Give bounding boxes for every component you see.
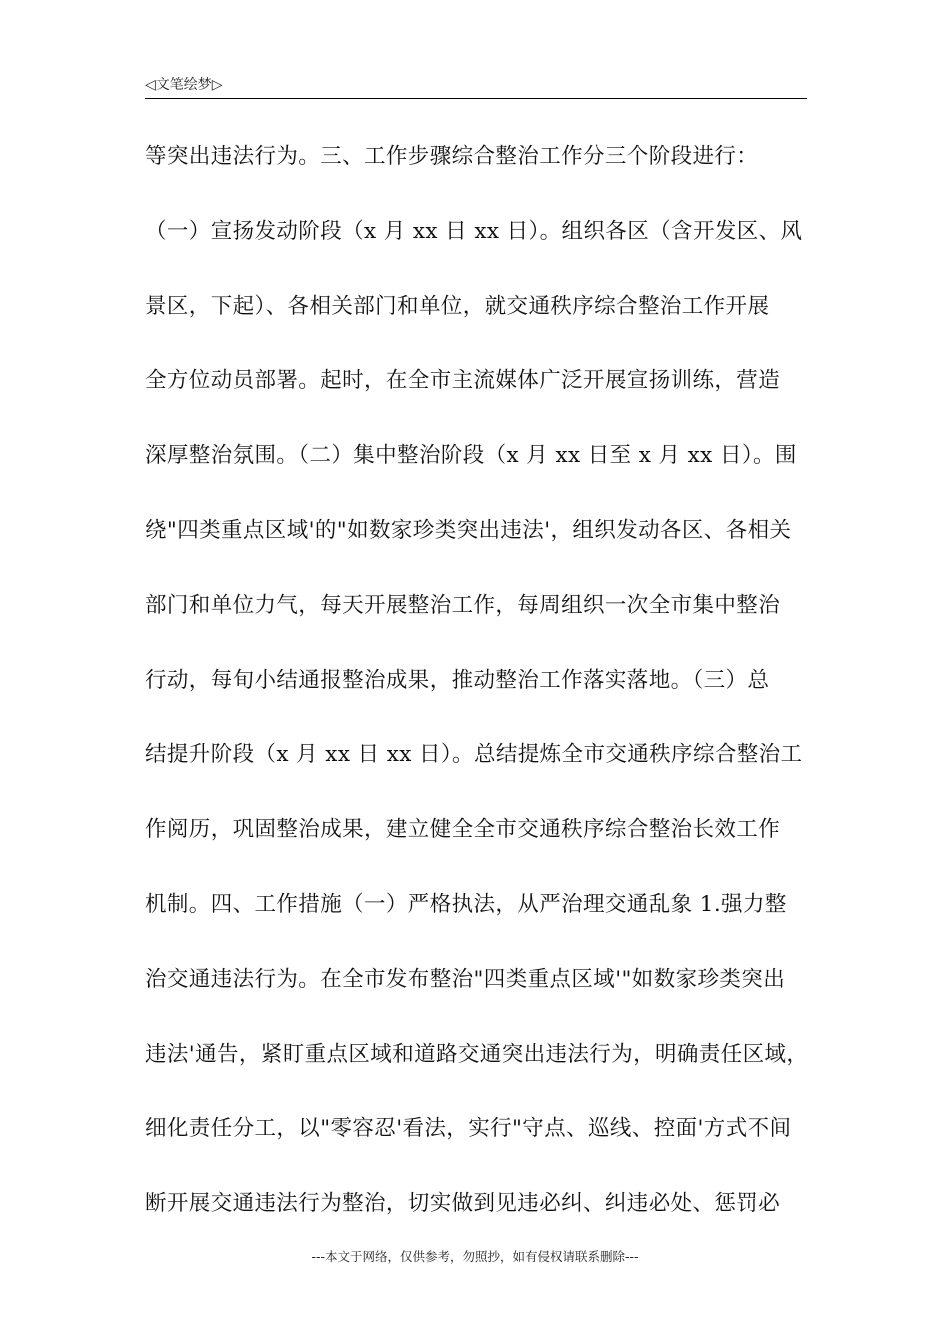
text-line: 绕"四类重点区域'的"如数家珍类突出违法'，组织发动各区、各相关 xyxy=(145,517,792,543)
text-line: 行动，每旬小结通报整治成果，推动整治工作落实落地。（三）总 xyxy=(145,667,770,693)
text-line: 断开展交通违法行为整治，切实做到见违必纠、纠违必处、惩罚必 xyxy=(145,1191,781,1217)
document-body xyxy=(145,120,810,1242)
header-title: ◁文笔绘梦▷ xyxy=(145,77,223,93)
text-line: 细化责任分工，以"零容忍'看法，实行"守点、巡线、控面'方式不间 xyxy=(145,1116,792,1142)
text-line: 等突出违法行为。三、工作步骤综合整治工作分三个阶段进行： xyxy=(145,144,759,169)
text-line: 景区，下起）、各相关部门和单位，就交通秩序综合整治工作开展 xyxy=(145,293,770,319)
text-line: 全方位动员部署。起时，在全市主流媒体广泛开展宣扬训练，营造 xyxy=(145,368,781,394)
text-line: 部门和单位力气，每天开展整治工作，每周组织一次全市集中整治 xyxy=(145,592,781,618)
text-line: （一）宣扬发动阶段（x 月 xx 日 xx 日）。组织各区（含开发区、风 xyxy=(145,218,803,244)
text-line: 治交通违法行为。在全市发布整治"四类重点区域'"如数家珍类突出 xyxy=(145,966,786,992)
page-footer: ---本文于网络，仅供参考，勿照抄，如有侵权请联系删除--- xyxy=(311,1249,639,1264)
page-header xyxy=(145,70,807,99)
text-line: 机制。四、工作措施（一）严格执法，从严治理交通乱象 1.强力整 xyxy=(145,891,787,917)
text-line: 深厚整治氛围。（二）集中整治阶段（x 月 xx 日至 x 月 xx 日）。围 xyxy=(145,443,797,469)
text-line: 结提升阶段（x 月 xx 日 xx 日）。总结提炼全市交通秩序综合整治工 xyxy=(145,742,803,768)
text-line: 违法'通告，紧盯重点区域和道路交通突出违法行为，明确责任区域， xyxy=(145,1041,809,1067)
text-line: 作阅历，巩固整治成果，建立健全全市交通秩序综合整治长效工作 xyxy=(145,817,781,843)
